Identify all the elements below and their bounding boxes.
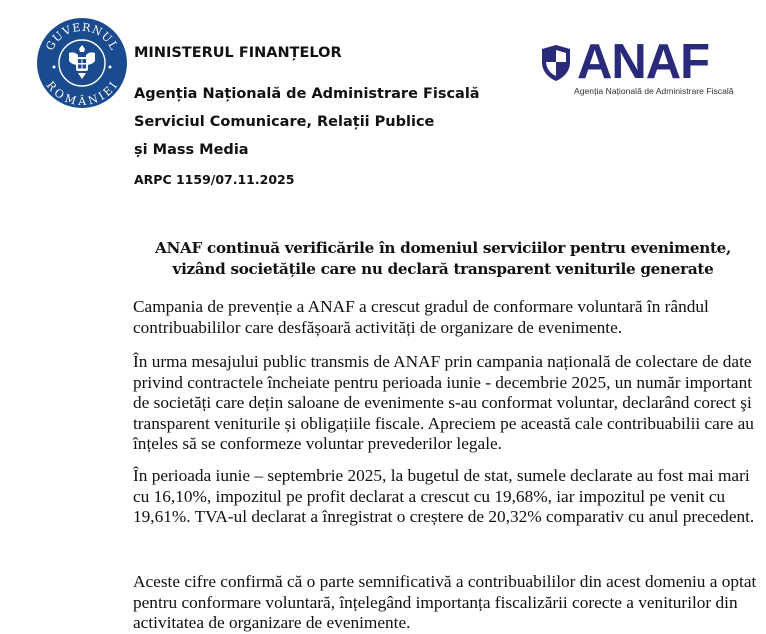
service-name-line2: și Mass Media bbox=[134, 142, 249, 158]
article-paragraph: În perioada iunie – septembrie 2025, la bugetul de stat, sumele declarate au fost mai mari cu 16,10%, impozitul pe profit declarat a crescut cu 19,68%, iar impozitul pe venit cu 19,61%. TVA-ul declarat a înregistrat o creștere de 20,32% comparativ cu anul precedent. bbox=[133, 466, 755, 526]
ministry-name: MINISTERUL FINANȚELOR bbox=[134, 45, 342, 61]
article-title-line1: ANAF continuă verificările în domeniul serviciilor pentru evenimente, bbox=[154, 239, 732, 257]
anaf-logo bbox=[540, 35, 740, 100]
anaf-logo-subtitle: Agenția Națională de Administrare Fiscală bbox=[574, 86, 734, 96]
seal-top-text: GUVERNUL bbox=[43, 20, 121, 53]
article-paragraph: Campania de prevenție a ANAF a crescut gradul de conformare voluntară în rândul contribuabililor care desfășoară activități de organizare de evenimente. bbox=[133, 297, 709, 337]
article-title bbox=[120, 238, 766, 280]
service-name-line1: Serviciul Comunicare, Relații Publice bbox=[134, 114, 435, 130]
shield-icon bbox=[540, 44, 572, 82]
government-seal-logo bbox=[36, 17, 128, 109]
seal-bottom-text: ROMÂNIEI bbox=[43, 78, 121, 109]
article-paragraph: În urma mesajului public transmis de ANAF prin campania națională de colectare de date privind contractele încheiate pentru perioada iunie - decembrie 2025, un număr important de societăți care dețin saloane de evenimente s-au conformat voluntar, declarând corect şi transparent veniturile și obligațiile fiscale. Apreciem pe această cale contribuabilii care au înțeles să se conformeze voluntar prevederilor legale. bbox=[133, 352, 754, 453]
anaf-wordmark: ANAF bbox=[577, 35, 710, 89]
article-paragraph: Aceste cifre confirmă că o parte semnificativă a contribuabililor din acest domeniu a optat pentru conformare voluntară, înțelegând importanța fiscalizării corecte a veniturilor din activitatea de organizare de evenimente. bbox=[133, 572, 757, 632]
article-title-line2: vizând societățile care nu declară transparent veniturile generate bbox=[172, 260, 714, 278]
reference-number: ARPC 1159/07.11.2025 bbox=[134, 172, 295, 187]
agency-name: Agenția Națională de Administrare Fiscală bbox=[134, 86, 480, 102]
